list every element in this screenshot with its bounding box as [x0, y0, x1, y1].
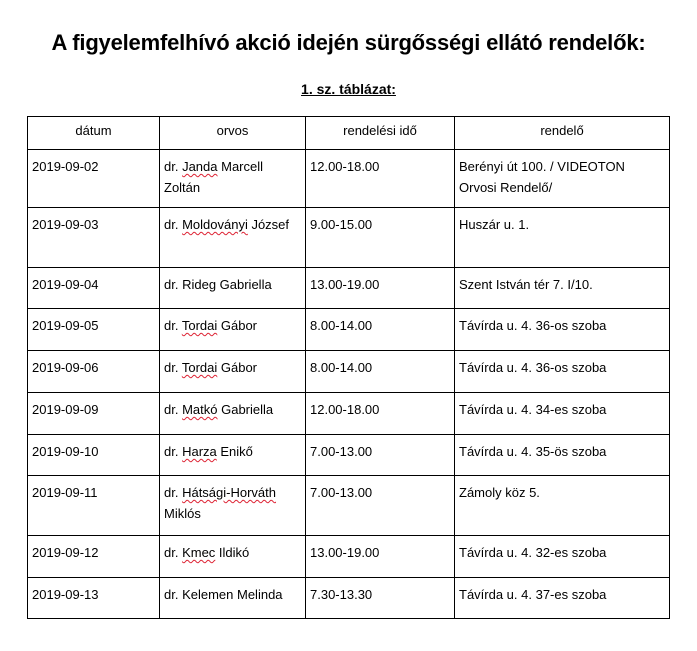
- cell-date: 2019-09-06: [28, 351, 160, 393]
- cell-place: Távírda u. 4. 36-os szoba: [455, 351, 670, 393]
- cell-date: 2019-09-05: [28, 309, 160, 351]
- doctor-name-flagged: Moldoványi: [182, 217, 248, 232]
- clinic-schedule-table: [27, 116, 670, 619]
- doctor-name-rest: József: [247, 217, 290, 232]
- cell-doctor: [160, 476, 306, 536]
- cell-doctor: [160, 536, 306, 578]
- cell-place: Távírda u. 4. 34-es szoba: [455, 393, 670, 435]
- cell-place: Távírda u. 4. 37-es szoba: [455, 578, 670, 619]
- document-title: A figyelemfelhívó akció idején sürgősségi ellátó rendelők:: [51, 30, 646, 55]
- cell-date: 2019-09-12: [28, 536, 160, 578]
- doctor-prefix: dr.: [164, 485, 183, 500]
- cell-date: 2019-09-09: [28, 393, 160, 435]
- doctor-prefix: dr.: [164, 545, 183, 560]
- doctor-name-rest: Gabriella: [217, 402, 274, 417]
- doctor-name-rest: Enikő: [216, 444, 253, 459]
- cell-place: Huszár u. 1.: [455, 208, 670, 268]
- cell-time: 9.00-15.00: [306, 208, 455, 268]
- doctor-prefix: dr.: [164, 587, 183, 602]
- cell-time: 7.00-13.00: [306, 435, 455, 476]
- cell-date: 2019-09-03: [28, 208, 160, 268]
- table-row: [28, 476, 670, 536]
- cell-date: 2019-09-11: [28, 476, 160, 536]
- cell-place: Zámoly köz 5.: [455, 476, 670, 536]
- cell-doctor: [160, 208, 306, 268]
- doctor-name-rest: Rideg Gabriella: [182, 277, 272, 292]
- table-row: [28, 578, 670, 619]
- doctor-prefix: dr.: [164, 402, 183, 417]
- cell-time: 13.00-19.00: [306, 536, 455, 578]
- table-row: [28, 309, 670, 351]
- doctor-name-flagged: Tordai: [181, 360, 218, 375]
- cell-place: Szent István tér 7. I/10.: [455, 268, 670, 309]
- table-caption: 1. sz. táblázat:: [301, 81, 396, 97]
- doctor-prefix: dr.: [164, 277, 183, 292]
- doctor-name-rest: Ildikó: [215, 545, 250, 560]
- cell-doctor: [160, 393, 306, 435]
- cell-time: 12.00-18.00: [306, 393, 455, 435]
- table-row: [28, 150, 670, 208]
- table-row: [28, 393, 670, 435]
- cell-time: 8.00-14.00: [306, 351, 455, 393]
- cell-doctor: [160, 268, 306, 309]
- cell-place: Berényi út 100. / VIDEOTON Orvosi Rendelő/: [455, 150, 670, 208]
- doctor-name-flagged: Hátsági-Horváth: [182, 485, 277, 500]
- cell-date: 2019-09-13: [28, 578, 160, 619]
- table-row: [28, 536, 670, 578]
- doctor-name-rest: Marcell Zoltán: [164, 159, 264, 195]
- header-date: dátum: [28, 117, 160, 150]
- cell-time: 13.00-19.00: [306, 268, 455, 309]
- cell-place: Távírda u. 4. 35-ös szoba: [455, 435, 670, 476]
- cell-time: 7.00-13.00: [306, 476, 455, 536]
- cell-doctor: [160, 578, 306, 619]
- doctor-prefix: dr.: [164, 318, 182, 333]
- cell-date: 2019-09-02: [28, 150, 160, 208]
- table-row: [28, 268, 670, 309]
- doctor-name-rest: Kelemen Melinda: [182, 587, 283, 602]
- doctor-name-flagged: Tordai: [181, 318, 218, 333]
- cell-time: 12.00-18.00: [306, 150, 455, 208]
- table-row: [28, 351, 670, 393]
- header-doctor: orvos: [160, 117, 306, 150]
- header-place: rendelő: [455, 117, 670, 150]
- cell-date: 2019-09-04: [28, 268, 160, 309]
- doctor-name-flagged: Matkó: [182, 402, 218, 417]
- doctor-name-rest: Gábor: [217, 360, 258, 375]
- cell-doctor: [160, 150, 306, 208]
- cell-time: 8.00-14.00: [306, 309, 455, 351]
- doctor-name-flagged: Harza: [182, 444, 217, 459]
- table-row: [28, 208, 670, 268]
- doctor-prefix: dr.: [164, 159, 183, 174]
- cell-time: 7.30-13.30: [306, 578, 455, 619]
- cell-doctor: [160, 435, 306, 476]
- table-row: [28, 435, 670, 476]
- doctor-prefix: dr.: [164, 217, 183, 232]
- cell-doctor: [160, 309, 306, 351]
- cell-doctor: [160, 351, 306, 393]
- doctor-name-flagged: Kmec: [182, 545, 216, 560]
- doctor-prefix: dr.: [164, 444, 183, 459]
- doctor-name-flagged: Janda: [182, 159, 218, 174]
- table-header-row: [28, 117, 670, 150]
- doctor-prefix: dr.: [164, 360, 182, 375]
- cell-place: Távírda u. 4. 36-os szoba: [455, 309, 670, 351]
- doctor-name-rest: Gábor: [217, 318, 258, 333]
- header-time: rendelési idő: [306, 117, 455, 150]
- cell-place: Távírda u. 4. 32-es szoba: [455, 536, 670, 578]
- doctor-name-rest: Miklós: [164, 506, 201, 521]
- cell-date: 2019-09-10: [28, 435, 160, 476]
